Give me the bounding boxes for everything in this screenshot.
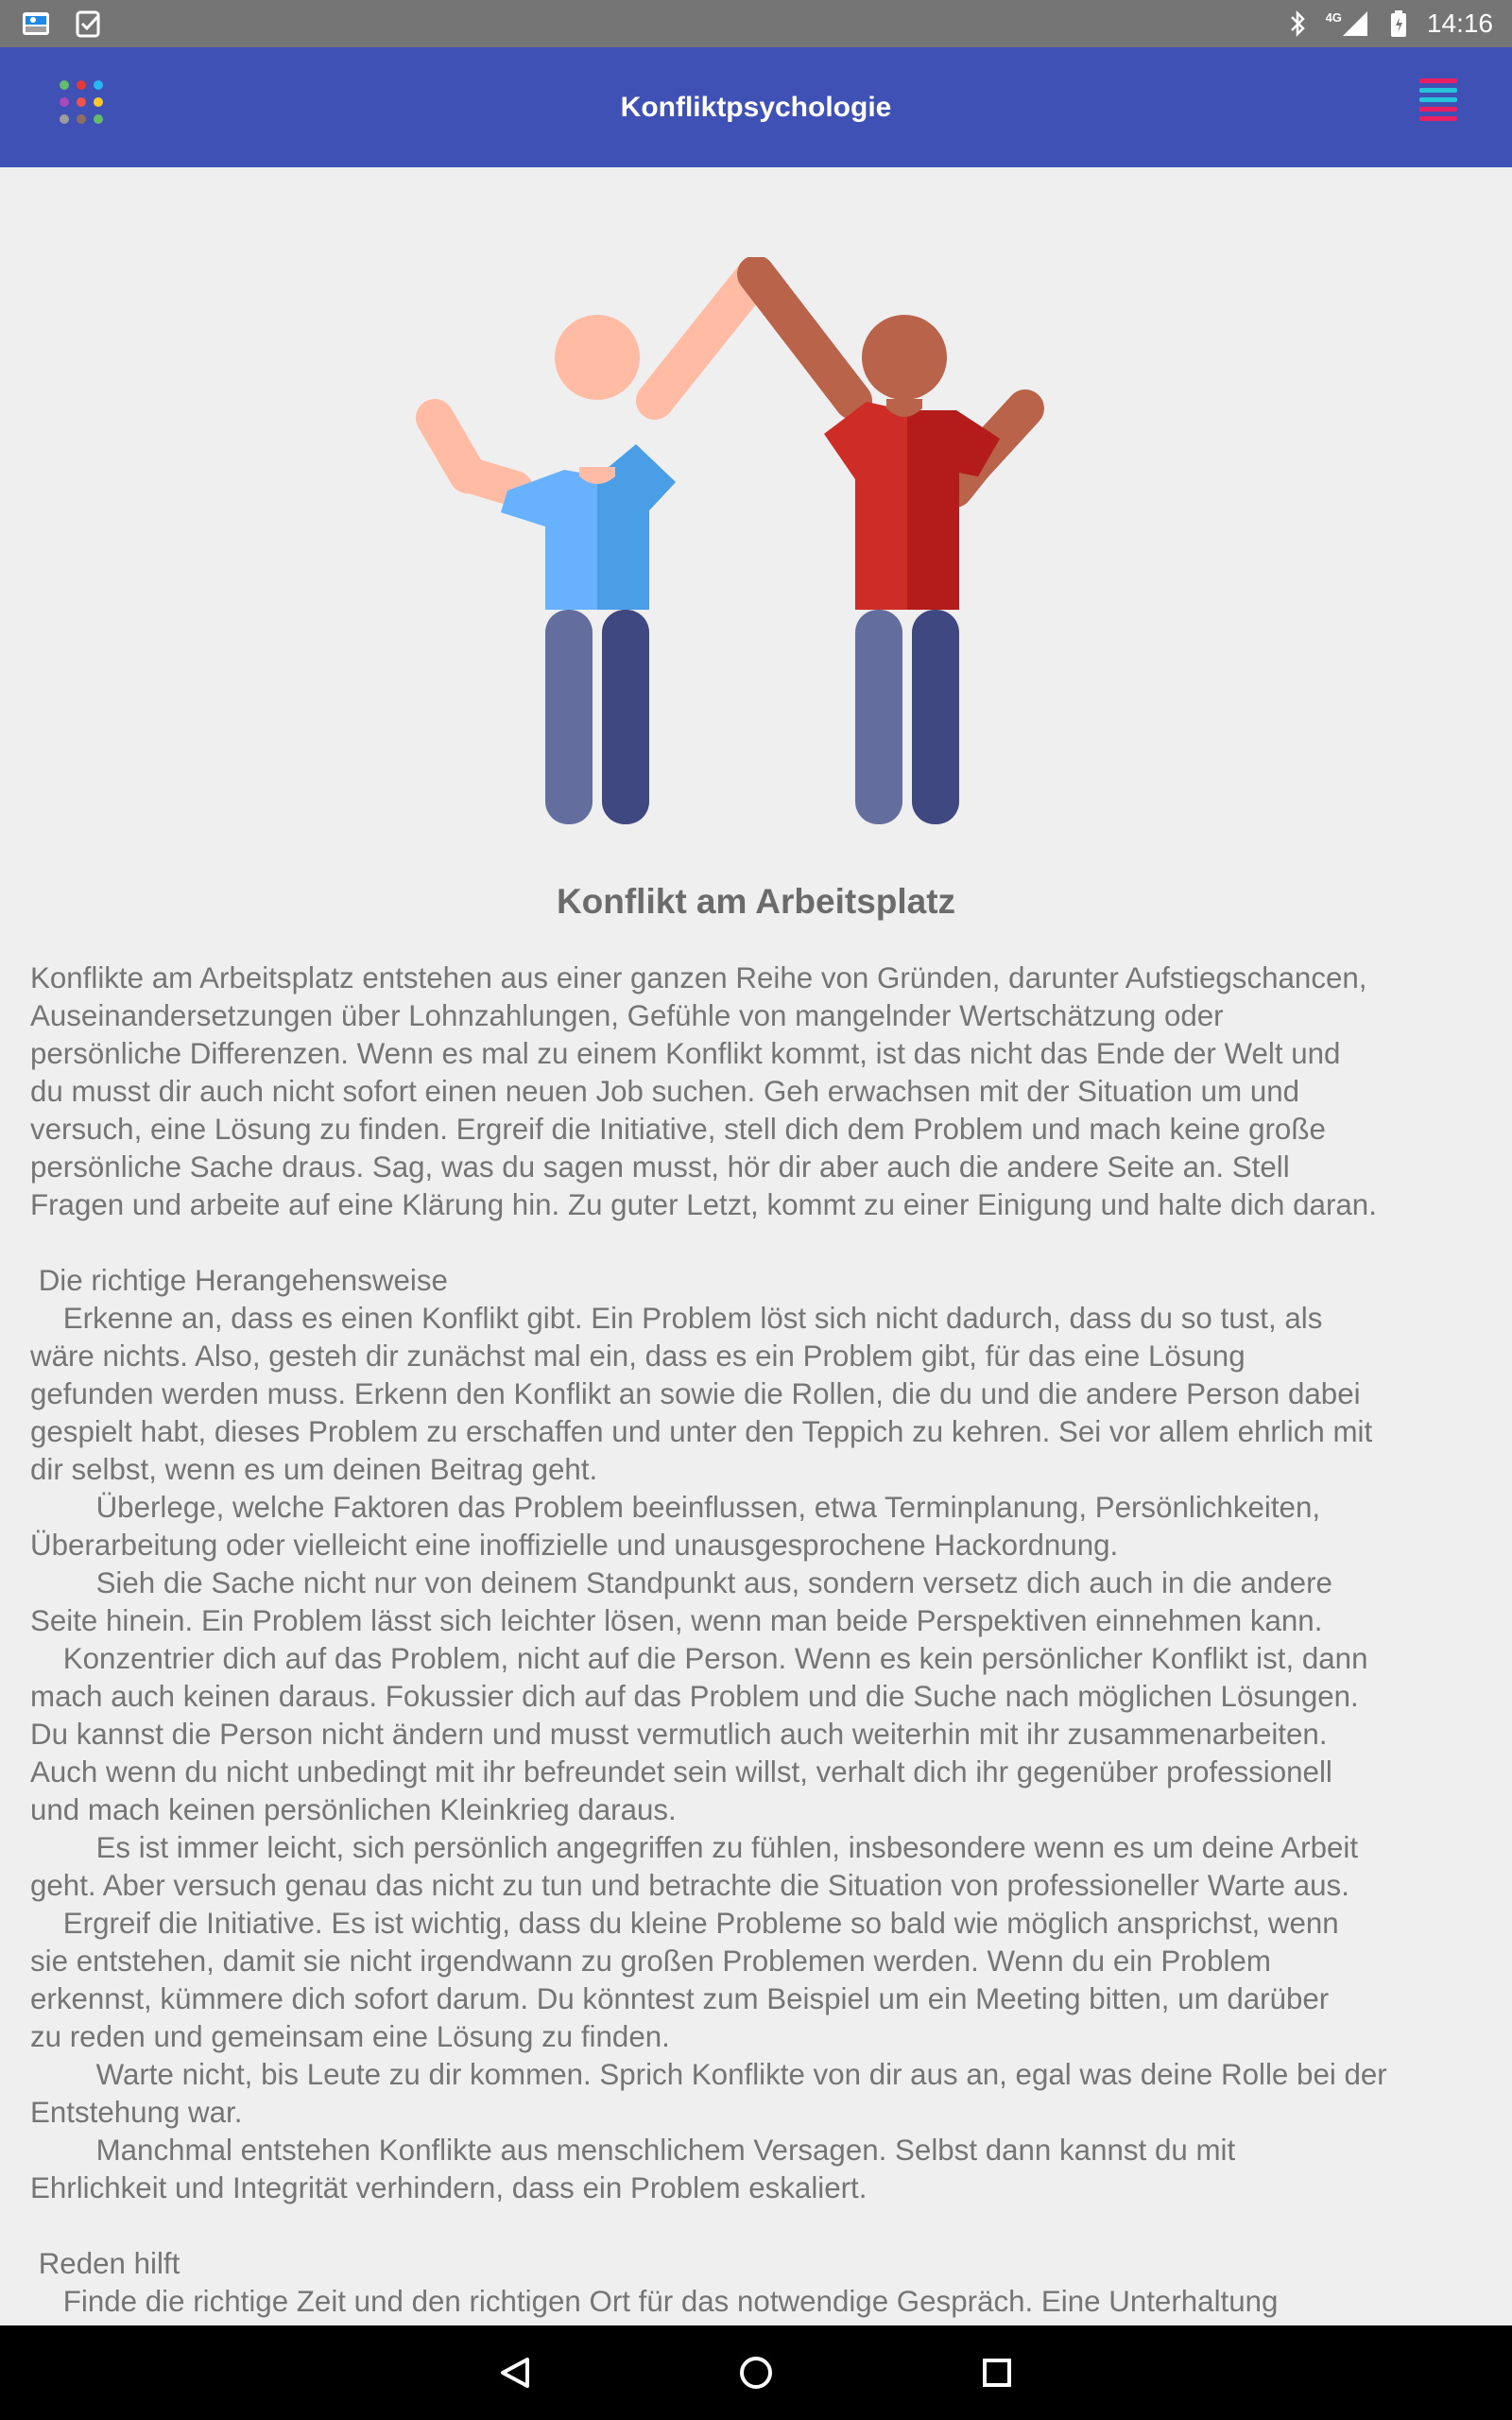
recents-icon: [978, 2354, 1016, 2392]
two-people-high-five-icon: [406, 257, 1106, 824]
bluetooth-icon: [1282, 9, 1313, 39]
navigation-bar: [0, 2325, 1512, 2420]
battery-icon: [1383, 9, 1414, 39]
article-body: Konflikte am Arbeitsplatz entstehen aus einer ganzen Reihe von Gründen, darunter Aufstiegschancen, Auseinandersetzungen über Lohnzahlungen, Gefühle von mangelnder Wertschätzung oder persönliche Differenzen. Wenn es mal zu einem Konflikt kommt, ist das nicht das Ende der Welt und du musst dir auch nicht sofort einen neuen Job suchen. Geh erwachsen mit der Situation um und versuch, eine Lösung zu finden. Ergreif die Initiative, stell dich dem Problem und mach keine große persönliche Sache draus. Sag, was du sagen musst, hör dir aber auch die andere Seite an. Stell Fragen und arbeite auf eine Klärung hin. Zu guter Letzt, kommt zu einer Einigung und halte dich daran. Die richtige Herangehensweise Erkenne an, dass es einen Konflikt gibt. Ein Problem löst sich nicht dadurch, dass du so tust, als wäre nichts. Also, gesteh dir zunächst mal ein, dass es ein Problem gibt, für das eine Lösung gefunden werden muss. Erkenn den Konflikt an sowie die Rollen, die du und die andere Person dabei gespielt habt, dieses Problem zu erschaffen und unter den Teppich zu kehren. Sei vor allem ehrlich mit dir selbst, wenn es um deinen Beitrag geht. Überlege, welche Faktoren das Problem beeinflussen, etwa Terminplanung, Persönlichkeiten, Überarbeitung oder vielleicht eine inoffizielle und unausgesprochene Hackordnung. Sieh die Sache nicht nur von deinem Standpunkt aus, sondern versetz dich auch in die andere Seite hinein. Ein Problem lässt sich leichter lösen, wenn man beide Perspektiven einnehmen kann. Konzentrier dich auf das Problem, nicht auf die Person. Wenn es kein persönlicher Konflikt ist, dann mach auch keinen daraus. Fokussier dich auf das Problem und die Suche nach möglichen Lösungen. Du kannst die Person nicht ändern und musst vermutlich auch weiterhin mit ihr zusammenarbeiten. Auch wenn du nicht unbedingt mit ihr befreundet sein willst, verhalt dich ihr gegenüber professionell und mach keinen persönlichen Kleinkrieg daraus. Es ist immer leicht, sich persönlich angegriffen zu fühlen, insbesondere wenn es um deine Arbeit geht. Aber versuch genau das nicht zu tun und betrachte die Situation von professioneller Warte aus. Ergreif die Initiative. Es ist wichtig, dass du kleine Probleme so bald wie möglich ansprichst, wenn sie entstehen, damit sie nicht irgendwann zu großen Problemen werden. Wenn du ein Problem erkennst, kümmere dich sofort darum. Du könntest zum Beispiel um ein Meeting bitten, um darüber zu reden und gemeinsam eine Lösung zu finden. Warte nicht, bis Leute zu dir kommen. Sprich Konflikte von dir aus an, egal was deine Rolle bei der Entstehung war. Manchmal entstehen Konflikte aus menschlichem Versagen. Selbst dann kannst du mit Ehrlichkeit und Integrität verhindern, dass ein Problem eskaliert. Reden hilft Finde die richtige Zeit und den richtigen Ort für das notwendige Gespräch. Eine Unterhaltung: [30, 961, 1387, 2318]
clock: 14:16: [1426, 9, 1493, 38]
app-title: Konfliktpsychologie: [620, 92, 892, 123]
back-button[interactable]: [488, 2346, 544, 2399]
checklist-icon: [74, 9, 104, 39]
home-button[interactable]: [728, 2346, 784, 2399]
app-bar: [0, 47, 1512, 167]
recents-button[interactable]: [969, 2346, 1025, 2399]
weather-icon: [21, 9, 51, 39]
back-icon: [497, 2354, 535, 2392]
article-title: Konflikt am Arbeitsplatz: [556, 882, 956, 921]
list-menu-button[interactable]: [1410, 74, 1467, 130]
signal-icon: [1340, 9, 1370, 39]
article-content[interactable]: [0, 167, 1512, 2325]
network-type-label: 4G: [1325, 9, 1342, 25]
status-bar: [0, 0, 1512, 47]
home-icon: [737, 2354, 775, 2392]
list-icon: [1418, 77, 1459, 128]
